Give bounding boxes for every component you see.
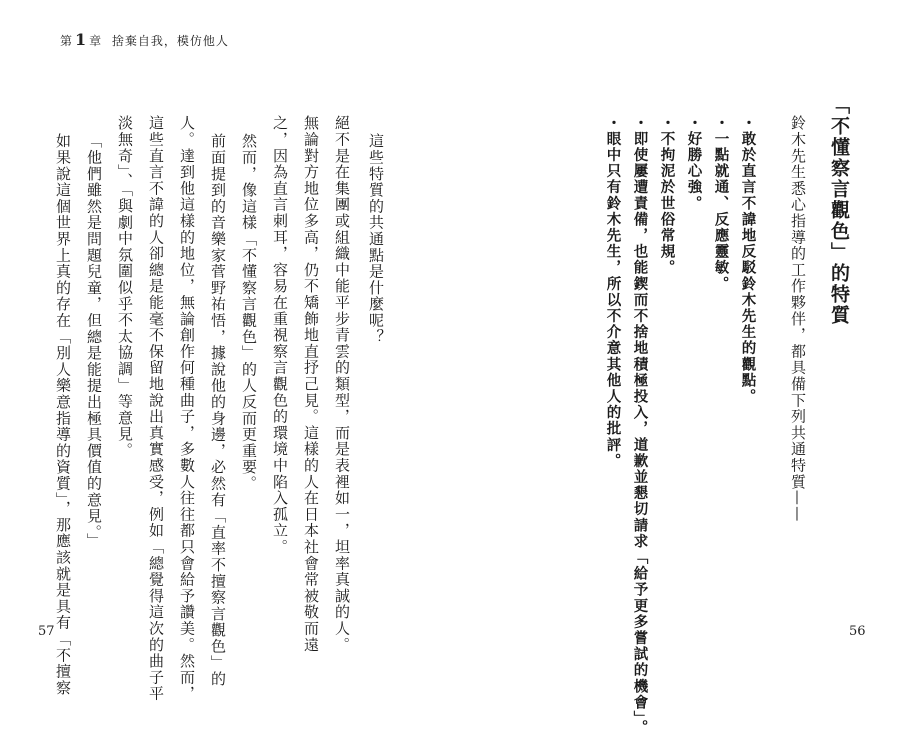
body-text-column: 然而，像這樣「不懂察言觀色」的人反而更重要。 [240, 133, 258, 492]
body-text-column: 這些直言不諱的人卻總是能毫不保留地說出真實感受，例如「總覺得這次的曲子平 [147, 115, 165, 702]
body-text-column: 絕不是在集團或組織中能平步青雲的類型，而是表裡如一，坦率真誠的人。 [333, 115, 351, 653]
body-text-column: 人。達到他這樣的地位，無論創作何種曲子，多數人往往都只會給予讚美。然而， [178, 115, 196, 702]
body-text-column: 前面提到的音樂家菅野祐悟，據說他的身邊，必然有「直率不擅察言觀色」的 [209, 133, 227, 688]
body-text-column: 之，因為直言刺耳，容易在重視察言觀色的環境中陷入孤立。 [271, 115, 289, 556]
chapter-number: 1 [75, 30, 88, 49]
chapter-prefix: 第 [60, 34, 74, 48]
chapter-title: 捨棄自我，模仿他人 [111, 34, 229, 48]
body-text-column: 淡無奇」、「與劇中氛圍似乎不太協調」等意見。 [116, 115, 134, 459]
right-page-column-intro: 鈴木先生悉心指導的工作夥伴，都具備下列共通特質—— [789, 115, 807, 523]
page-number-right: 56 [849, 624, 866, 639]
right-page-bullet: ・眼中只有鈴木先生，所以不介意其他人的批評。 [604, 115, 621, 470]
chapter-suffix: 章 [89, 34, 103, 48]
right-page-bullet: ・即使屢遭責備，也能鍥而不捨地積極投入，道歉並懇切請求「給予更多嘗試的機會」。 [631, 115, 648, 736]
running-header [60, 30, 229, 49]
right-page-bullet: ・敢於直言不諱地反駁鈴木先生的觀點。 [739, 115, 756, 405]
body-text-column: 如果說這個世界上真的存在「別人樂意指導的資質」，那應該就是具有「不擅察 [54, 133, 72, 696]
right-page-bullet: ・好勝心強。 [685, 115, 702, 212]
section-title: 「不懂察言觀色」的特質 [828, 95, 850, 326]
right-page-bullet: ・不拘泥於世俗常規。 [658, 115, 675, 276]
body-text-column: 無論對方地位多高，仍不矯飾地直抒己見。這樣的人在日本社會常被敬而遠 [302, 115, 320, 653]
body-text-column: 「他們雖然是問題兒童，但總是能提出極具價值的意見。」 [85, 133, 103, 550]
right-page-bullet: ・一點就通、反應靈敏。 [712, 115, 729, 293]
body-text-column: 這些特質的共通點是什麼呢？ [367, 133, 385, 345]
page-number-left: 57 [38, 624, 55, 639]
